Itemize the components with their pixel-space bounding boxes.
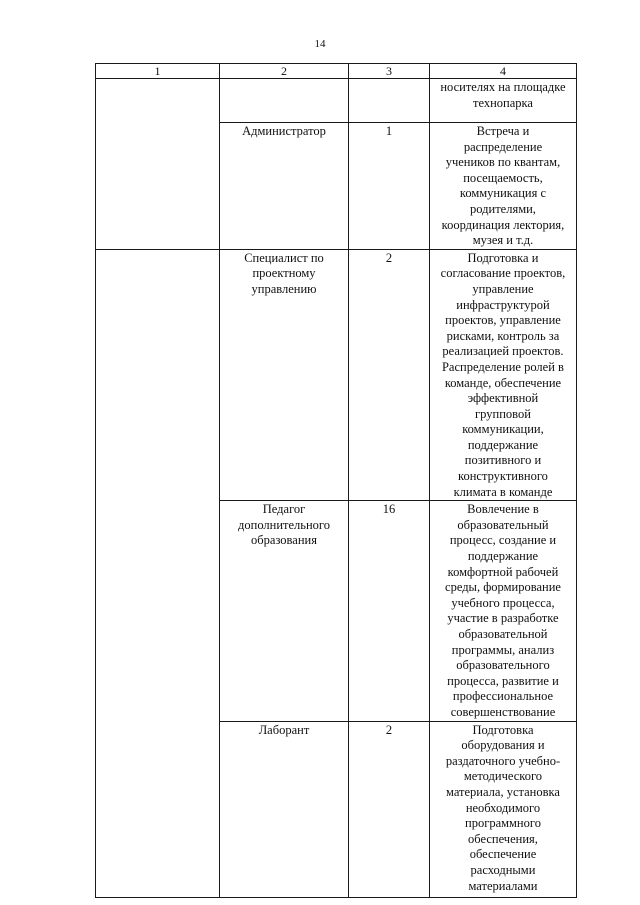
column-number-2: 2	[219, 64, 348, 79]
position-cell: Лаборант	[219, 721, 348, 897]
column-number-4: 4	[429, 64, 576, 79]
duties-cell: Подготовка оборудования и раздаточного учебно- методического материала, установка необходимого программного обеспечения, обеспечение расходными материалами	[429, 721, 576, 897]
count-cell: 1	[349, 123, 430, 250]
page-number: 14	[314, 38, 326, 50]
column-number-1: 1	[96, 64, 220, 79]
count-cell: 2	[349, 721, 430, 897]
position-cell: Специалист по проектному управлению	[219, 249, 348, 501]
count-cell: 16	[349, 501, 430, 721]
group-cell	[96, 79, 220, 250]
group-cell	[96, 249, 220, 897]
table-row	[96, 249, 577, 501]
count-cell	[349, 79, 430, 123]
position-cell: Администратор	[219, 123, 348, 250]
staff-table	[95, 63, 577, 898]
count-cell: 2	[349, 249, 430, 501]
position-cell: Педагог дополнительного образования	[219, 501, 348, 721]
duties-cell: Встреча и распределение учеников по квантам, посещаемость, коммуникация с родителями, координация лектория, музея и т.д.	[429, 123, 576, 250]
position-cell	[219, 79, 348, 123]
table-row	[96, 79, 577, 123]
duties-cell: Подготовка и согласование проектов, управление инфраструктурой проектов, управление рисками, контроль за реализацией проектов. Распределение ролей в команде, обеспечение эффективной групповой коммуникации, поддержание позитивного и конструктивного климата в команде	[429, 249, 576, 501]
table-header-row	[96, 64, 577, 79]
column-number-3: 3	[349, 64, 430, 79]
duties-cell: носителях на площадке технопарка	[429, 79, 576, 123]
duties-cell: Вовлечение в образовательный процесс, создание и поддержание комфортной рабочей среды, формирование учебного процесса, участие в разработке образовательной программы, анализ образовательного процесса, развитие и профессиональное совершенствование	[429, 501, 576, 721]
